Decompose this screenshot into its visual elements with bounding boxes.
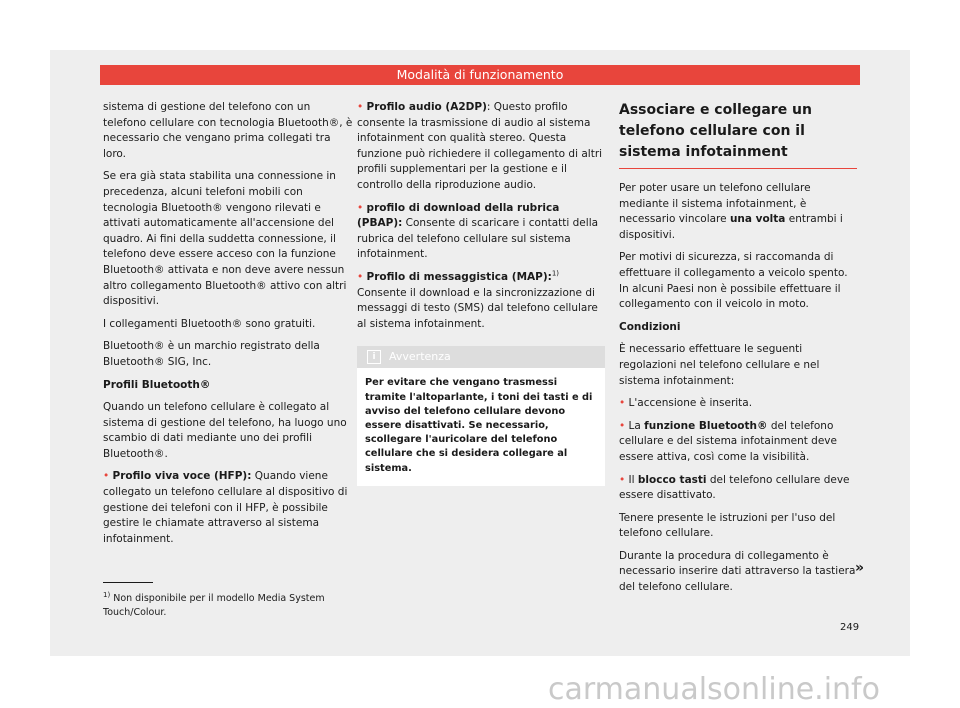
paragraph: È necessario effettuare le seguenti regolazioni nel telefono cellulare e nel sistema infotainment: (619, 343, 820, 387)
paragraph: Quando un telefono cellulare è collegato al sistema di gestione del telefono, ha luogo uno scambio di dati mediante uno dei profili Bluetooth®. (103, 401, 347, 460)
column-2 (357, 100, 607, 486)
list-item: • Il blocco tasti del telefono cellulare deve essere disattivato. (619, 473, 850, 502)
section-title: Associare e collegare un telefono cellulare con il sistema infotainment (619, 100, 857, 169)
watermark: carmanualsonline.info (548, 672, 880, 707)
footnote: $^{1)}$ Non disponibile per il modello Media System Touch/Colour. (103, 590, 325, 618)
warning-header: i Avvertenza (357, 346, 605, 368)
column-3 (619, 100, 859, 603)
bullet-icon: • (619, 397, 626, 410)
continue-mark: » (855, 560, 865, 576)
list-item: • Profilo viva voce (HFP): Quando viene collegato un telefono cellulare al dispositivo di gestione dei telefoni con il HFP, è possibile gestire le chiamate attraverso al sistema infotainment. (103, 470, 348, 545)
list-item: • Profilo di messaggistica (MAP):$^{1)}$ Consente il download e la sincronizzazione di messaggi di testo (SMS) dal telefono cellulare al sistema infotainment. (357, 269, 598, 330)
warning-text: Per evitare che vengano trasmessi tramite l'altoparlante, i toni dei tasti e di avviso del telefono cellulare devono essere disattivati. Se necessario, scollegare l'auricolare del telefono cellulare che si desidera collegare al sistema. (365, 377, 593, 474)
footnote-ref[interactable]: 1) (551, 269, 560, 278)
bullet-icon: • (103, 470, 110, 483)
bullet-icon: • (619, 473, 626, 486)
bullet-icon: • (357, 201, 364, 214)
list-item: • La funzione Bluetooth® del telefono cellulare e del sistema infotainment deve essere attiva, così come la visibilità. (619, 419, 837, 463)
paragraph: Per motivi di sicurezza, si raccomanda di effettuare il collegamento a veicolo spento. In alcuni Paesi non è possibile effettuare il collegamento con il veicolo in moto. (619, 251, 848, 311)
bullet-icon: • (619, 419, 626, 432)
bullet-icon: • (357, 101, 364, 113)
info-icon: i (367, 350, 381, 364)
paragraph: Tenere presente le istruzioni per l'uso del telefono cellulare. (619, 511, 836, 540)
paragraph: Per poter usare un telefono cellulare mediante il sistema infotainment, è necessario vincolare una volta entrambi i dispositivi. (619, 182, 843, 241)
bullet-icon: • (357, 270, 364, 283)
conditions-heading: Condizioni (619, 320, 681, 333)
paragraph: Durante la procedura di collegamento è necessario inserire dati attraverso la tastiera del telefono cellulare. (619, 549, 856, 594)
column-1 (103, 100, 353, 554)
list-item: • profilo di download della rubrica (PBAP): Consente di scaricare i contatti della rubrica del telefono cellulare sul sistema infotainment. (357, 201, 599, 261)
paragraph: Bluetooth® è un marchio registrato della Bluetooth® SIG, Inc. (103, 340, 320, 368)
section-heading: Profili Bluetooth® (103, 378, 211, 391)
list-item: • L'accensione è inserita. (619, 397, 753, 410)
paragraph: Se era già stata stabilita una connessione in precedenza, alcuni telefoni mobili con tecnologia Bluetooth® vengono rilevati e attivati automaticamente all'accensione del quadro. Ai fini della suddetta connessione, il telefono deve essere acceso con la funzione Bluetooth® attivata e non deve avere nessun altro collegamento Bluetooth® attivo con altri dispositivi. (103, 170, 347, 308)
paragraph: sistema di gestione del telefono con un telefono cellulare con tecnologia Bluetooth®, è necessario che vengano prima collegati tra loro. (103, 101, 353, 160)
paragraph: I collegamenti Bluetooth® sono gratuiti. (103, 317, 316, 330)
page-number: 249 (840, 622, 860, 633)
page-header: Modalità di funzionamento (100, 65, 860, 85)
warning-box (357, 346, 605, 485)
list-item: • Profilo audio (A2DP): Questo profilo consente la trasmissione di audio al sistema infotainment con qualità stereo. Questa funzione può richiedere il collegamento di altri profili supplementari per la gestione e il controllo della riproduzione audio. (357, 101, 603, 191)
footnote-divider (103, 582, 153, 583)
